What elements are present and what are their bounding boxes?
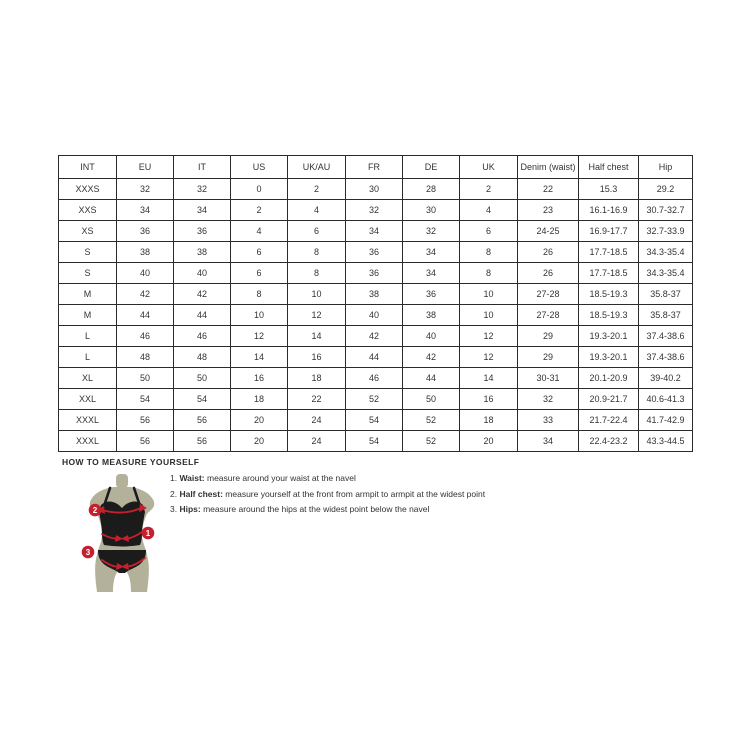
- table-cell: 16: [288, 347, 346, 368]
- column-header: Half chest: [579, 156, 639, 179]
- table-row: [59, 263, 693, 284]
- column-header: Denim (waist): [518, 156, 579, 179]
- table-cell: 20: [231, 410, 288, 431]
- table-cell: 32: [403, 221, 460, 242]
- table-cell: 12: [288, 305, 346, 326]
- table-cell: 18: [231, 389, 288, 410]
- table-cell: 56: [174, 431, 231, 452]
- size-conversion-table: [58, 155, 693, 452]
- swimsuit-top: [99, 501, 145, 546]
- table-cell: 19.3-20.1: [579, 347, 639, 368]
- table-cell: 44: [346, 347, 403, 368]
- table-cell: 44: [174, 305, 231, 326]
- table-row: [59, 200, 693, 221]
- table-cell: 6: [231, 263, 288, 284]
- table-cell: 54: [346, 431, 403, 452]
- table-cell: 12: [231, 326, 288, 347]
- table-cell: 50: [117, 368, 174, 389]
- chest-marker: [89, 504, 102, 517]
- table-cell: 26: [518, 263, 579, 284]
- table-row: [59, 389, 693, 410]
- mannequin-neck: [116, 474, 128, 488]
- table-cell: 42: [403, 347, 460, 368]
- table-cell: 17.7-18.5: [579, 263, 639, 284]
- table-cell: 10: [231, 305, 288, 326]
- table-row: [59, 326, 693, 347]
- table-cell: 38: [403, 305, 460, 326]
- table-cell: XS: [59, 221, 117, 242]
- hips-marker-number: 3: [85, 548, 91, 557]
- table-cell: 34.3-35.4: [639, 263, 693, 284]
- table-cell: 4: [231, 221, 288, 242]
- table-cell: 20.9-21.7: [579, 389, 639, 410]
- hips-marker: [82, 546, 95, 559]
- table-row: [59, 221, 693, 242]
- table-cell: 10: [460, 284, 518, 305]
- table-cell: 42: [346, 326, 403, 347]
- table-cell: 36: [403, 284, 460, 305]
- measurement-figure: [72, 472, 172, 598]
- table-cell: 32: [346, 200, 403, 221]
- table-cell: XL: [59, 368, 117, 389]
- table-cell: 38: [174, 242, 231, 263]
- table-cell: 48: [174, 347, 231, 368]
- table-cell: 50: [174, 368, 231, 389]
- table-cell: 18.5-19.3: [579, 305, 639, 326]
- table-cell: 10: [460, 305, 518, 326]
- table-row: [59, 410, 693, 431]
- table-cell: 44: [403, 368, 460, 389]
- table-cell: 29: [518, 347, 579, 368]
- table-cell: M: [59, 284, 117, 305]
- table-cell: 29.2: [639, 179, 693, 200]
- table-cell: 52: [403, 431, 460, 452]
- table-cell: 42: [117, 284, 174, 305]
- table-cell: 6: [231, 242, 288, 263]
- table-cell: 6: [288, 221, 346, 242]
- table-cell: 26: [518, 242, 579, 263]
- table-cell: 21.7-22.4: [579, 410, 639, 431]
- table-cell: 15.3: [579, 179, 639, 200]
- table-cell: 32: [117, 179, 174, 200]
- table-cell: 54: [346, 410, 403, 431]
- table-cell: 56: [174, 410, 231, 431]
- table-cell: 37.4-38.6: [639, 347, 693, 368]
- column-header: INT: [59, 156, 117, 179]
- table-cell: 32.7-33.9: [639, 221, 693, 242]
- table-cell: XXXS: [59, 179, 117, 200]
- table-cell: 34.3-35.4: [639, 242, 693, 263]
- table-cell: 24: [288, 431, 346, 452]
- column-header: US: [231, 156, 288, 179]
- column-header: EU: [117, 156, 174, 179]
- table-cell: 36: [346, 242, 403, 263]
- table-cell: 43.3-44.5: [639, 431, 693, 452]
- column-header: FR: [346, 156, 403, 179]
- instruction-line: 3. Hips: measure around the hips at the widest point below the navel: [170, 504, 430, 514]
- mannequin-illustration: [72, 472, 172, 598]
- table-cell: 36: [174, 221, 231, 242]
- table-cell: 24-25: [518, 221, 579, 242]
- table-cell: 32: [174, 179, 231, 200]
- table-cell: S: [59, 263, 117, 284]
- measure-instructions-list: [170, 471, 485, 518]
- waist-marker-number: 1: [145, 529, 151, 538]
- table-cell: 18: [288, 368, 346, 389]
- table-cell: 40: [117, 263, 174, 284]
- table-cell: 24: [288, 410, 346, 431]
- table-cell: 39-40.2: [639, 368, 693, 389]
- table-cell: 46: [346, 368, 403, 389]
- table-cell: L: [59, 347, 117, 368]
- table-cell: 12: [460, 326, 518, 347]
- table-cell: 4: [288, 200, 346, 221]
- table-cell: 16: [460, 389, 518, 410]
- table-cell: 20: [460, 431, 518, 452]
- table-cell: 56: [117, 410, 174, 431]
- table-cell: 2: [288, 179, 346, 200]
- table-cell: 34: [174, 200, 231, 221]
- table-cell: 54: [117, 389, 174, 410]
- table-cell: XXL: [59, 389, 117, 410]
- table-cell: 30-31: [518, 368, 579, 389]
- table-cell: XXXL: [59, 410, 117, 431]
- table-row: [59, 284, 693, 305]
- table-cell: 46: [174, 326, 231, 347]
- table-cell: 14: [460, 368, 518, 389]
- table-cell: 8: [231, 284, 288, 305]
- table-row: [59, 347, 693, 368]
- table-cell: 52: [403, 410, 460, 431]
- table-cell: 18: [460, 410, 518, 431]
- table-cell: 20: [231, 431, 288, 452]
- table-cell: 2: [460, 179, 518, 200]
- table-cell: 17.7-18.5: [579, 242, 639, 263]
- table-cell: 30: [346, 179, 403, 200]
- table-cell: 14: [288, 326, 346, 347]
- table-cell: 0: [231, 179, 288, 200]
- instruction-line: 1. Waist: measure around your waist at the navel: [170, 473, 356, 483]
- chest-marker-number: 2: [92, 506, 98, 515]
- table-cell: 27-28: [518, 284, 579, 305]
- table-cell: 42: [174, 284, 231, 305]
- table-row: [59, 431, 693, 452]
- table-cell: 16.1-16.9: [579, 200, 639, 221]
- table-cell: 29: [518, 326, 579, 347]
- table-cell: 34: [403, 242, 460, 263]
- table-cell: 34: [117, 200, 174, 221]
- column-header: IT: [174, 156, 231, 179]
- measure-section-title: HOW TO MEASURE YOURSELF: [62, 457, 200, 467]
- table-cell: 30.7-32.7: [639, 200, 693, 221]
- table-cell: 18.5-19.3: [579, 284, 639, 305]
- table-row: [59, 179, 693, 200]
- table-cell: 40: [403, 326, 460, 347]
- table-cell: 48: [117, 347, 174, 368]
- table-cell: 8: [460, 263, 518, 284]
- waist-marker: [142, 527, 155, 540]
- table-cell: 54: [174, 389, 231, 410]
- table-cell: 33: [518, 410, 579, 431]
- table-cell: 44: [117, 305, 174, 326]
- table-cell: 38: [117, 242, 174, 263]
- table-cell: 22: [518, 179, 579, 200]
- table-cell: 2: [231, 200, 288, 221]
- table-cell: 34: [518, 431, 579, 452]
- table-cell: 28: [403, 179, 460, 200]
- column-header: DE: [403, 156, 460, 179]
- table-cell: S: [59, 242, 117, 263]
- table-cell: 35.8-37: [639, 305, 693, 326]
- column-header: UK: [460, 156, 518, 179]
- table-cell: 22: [288, 389, 346, 410]
- size-table-body: [59, 179, 693, 452]
- table-cell: 8: [460, 242, 518, 263]
- table-cell: 12: [460, 347, 518, 368]
- table-cell: 38: [346, 284, 403, 305]
- table-cell: 22.4-23.2: [579, 431, 639, 452]
- table-cell: 36: [346, 263, 403, 284]
- table-cell: 16.9-17.7: [579, 221, 639, 242]
- table-cell: L: [59, 326, 117, 347]
- table-cell: 46: [117, 326, 174, 347]
- table-cell: 40: [174, 263, 231, 284]
- table-cell: XXS: [59, 200, 117, 221]
- table-cell: 36: [117, 221, 174, 242]
- table-cell: 50: [403, 389, 460, 410]
- table-cell: 34: [346, 221, 403, 242]
- table-cell: 56: [117, 431, 174, 452]
- column-header: UK/AU: [288, 156, 346, 179]
- table-cell: 23: [518, 200, 579, 221]
- table-cell: 30: [403, 200, 460, 221]
- table-cell: 41.7-42.9: [639, 410, 693, 431]
- table-cell: 14: [231, 347, 288, 368]
- table-cell: 20.1-20.9: [579, 368, 639, 389]
- column-header: Hip: [639, 156, 693, 179]
- table-cell: 10: [288, 284, 346, 305]
- table-cell: 4: [460, 200, 518, 221]
- table-cell: 8: [288, 242, 346, 263]
- table-cell: 37.4-38.6: [639, 326, 693, 347]
- table-cell: M: [59, 305, 117, 326]
- table-cell: 6: [460, 221, 518, 242]
- instruction-line: 2. Half chest: measure yourself at the front from armpit to armpit at the widest point: [170, 488, 486, 499]
- table-cell: 35.8-37: [639, 284, 693, 305]
- table-row: [59, 242, 693, 263]
- table-row: [59, 368, 693, 389]
- table-cell: 52: [346, 389, 403, 410]
- table-cell: XXXL: [59, 431, 117, 452]
- table-cell: 19.3-20.1: [579, 326, 639, 347]
- size-table-header-row: [59, 156, 693, 179]
- table-row: [59, 305, 693, 326]
- table-cell: 16: [231, 368, 288, 389]
- table-cell: 40.6-41.3: [639, 389, 693, 410]
- table-cell: 40: [346, 305, 403, 326]
- table-cell: 27-28: [518, 305, 579, 326]
- table-cell: 34: [403, 263, 460, 284]
- table-cell: 8: [288, 263, 346, 284]
- table-cell: 32: [518, 389, 579, 410]
